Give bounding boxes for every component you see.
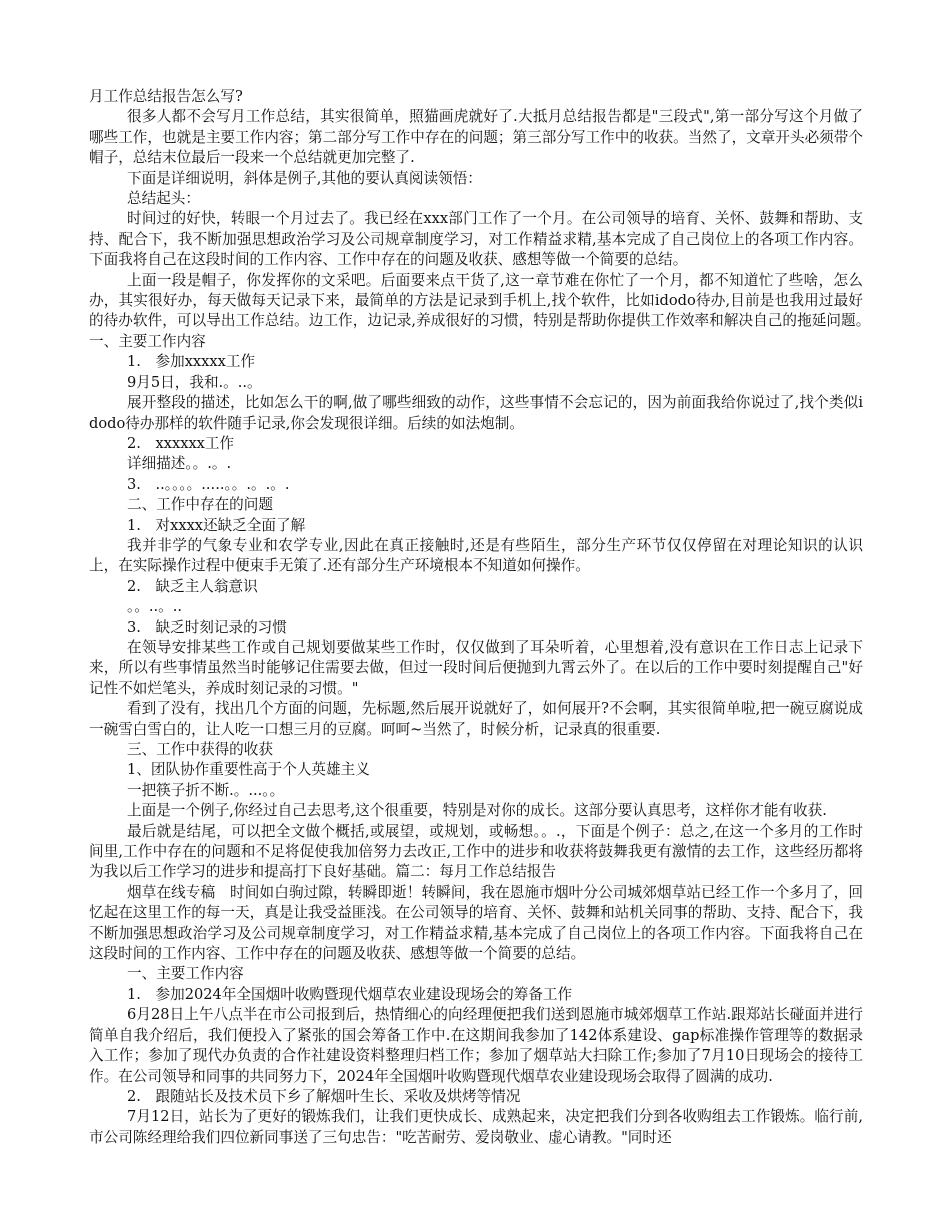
paragraph: 详细描述。。.。. [127, 455, 232, 473]
paragraph: 烟草在线专稿 时间如白驹过隙，转瞬即逝！转瞬间，我在恩施市烟叶分公司城郊烟草站已经工作一个多月了，回忆起在这里工作的每一天，真是让我受益匪浅。在公司领导的培育、关怀、鼓舞和站机关同事的帮助、支持、配合下，我不断加强思想政治学习及公司规章制度学习，对工作精益求精,基本完成了自己岗位上的各项工作内容。下面我将自己在这段时间的工作内容、工作中存在的问题及收获、感想等做一个简要的总结。 [89, 883, 863, 963]
paragraph: 2. xxxxxx工作 [127, 434, 235, 452]
paragraph: 最后就是结尾，可以把全文做个概括,或展望，或规划，或畅想。。.，下面是个例子：总之,在这一个多月的工作时间里,工作中存在的问题和不足将促使我加倍努力去改正,工作中的进步和收获将鼓舞我更有激情的去工作，这些经历都将为我以后工作学习的进步和提高打下良好基础。篇二：每月工作总结报告 [89, 822, 863, 881]
paragraph: 总结起头： [127, 190, 200, 208]
paragraph: 1. 对xxxx还缺乏全面了解 [127, 516, 306, 534]
paragraph: 2. 跟随站长及技术员下乡了解烟叶生长、采收及烘烤等情况 [127, 1087, 521, 1105]
paragraph: 1、团队协作重要性高于个人英雄主义 [127, 761, 370, 779]
document-body [89, 87, 893, 1148]
paragraph: 一、主要工作内容 [127, 965, 244, 983]
paragraph: 9月5日，我和.。..。 [127, 373, 262, 391]
paragraph: 展开整段的描述，比如怎么干的啊,做了哪些细致的动作，这些事情不会忘记的，因为前面我给你说过了,找个类似idodo待办那样的软件随手记录,你会发现很详细。后续的如法炮制。 [89, 394, 863, 432]
paragraph: 我并非学的气象专业和农学专业,因此在真正接触时,还是有些陌生，部分生产环节仅仅停留在对理论知识的认识上，在实际操作过程中便束手无策了.还有部分生产环境根本不知道如何操作。 [89, 536, 863, 575]
paragraph: 在领导安排某些工作或自己规划要做某些工作时，仅仅做到了耳朵听着，心里想着,没有意识在工作日志上记录下来，所以有些事情虽然当时能够记住需要去做，但过一段时间后便抛到九霄云外了。在以后的工作中要时刻提醒自己"好记性不如烂笔头，养成时刻记录的习惯。" [89, 638, 863, 697]
paragraph: 3. ..。。。。.....。。.。.。. [127, 475, 290, 493]
document-title: 月工作总结报告怎么写? [89, 88, 243, 105]
paragraph: 时间过的好快，转眼一个月过去了。我已经在xxx部门工作了一个月。在公司领导的培育、关怀、鼓舞和帮助、支持、配合下，我不断加强思想政治学习及公司规章制度学习，对工作精益求精,基本完成了自己岗位上的各项工作内容。下面我将自己在这段时间的工作内容、工作中存在的问题及收获、感想等做一个简要的总结。 [89, 210, 863, 269]
paragraph: 一把筷子折不断.。...。。 [127, 781, 285, 799]
paragraph: 6月28日上午八点半在市公司报到后，热情细心的向经理便把我们送到恩施市城郊烟草工作站.跟郑站长碰面并进行简单自我介绍后，我们便投入了紧张的国会筹备工作中.在这期间我参加了142体系建设、gap标准操作管理等的数据录入工作；参加了现代办负责的合作社建设资料整理归档工作；参加了烟草站大扫除工作;参加了7月10日现场会的接待工作。在公司领导和同事的共同努力下，2024年全国烟叶收购暨现代烟草农业建设现场会取得了圆满的成功. [89, 1006, 863, 1085]
paragraph: 三、工作中获得的收获 [127, 741, 273, 758]
paragraph: 2. 缺乏主人翁意识 [127, 577, 258, 595]
paragraph: 上面一段是帽子，你发挥你的文采吧。后面要来点干货了,这一章节难在你忙了一个月，都不知道忙了些啥，怎么办，其实很好办，每天做每天记录下来，最简单的方法是记录到手机上,找个软件，比如idodo待办,目前是也我用过最好的待办软件，可以导出工作总结。边工作，边记录,养成很好的习惯，特别是帮助你提供工作效率和解决自己的拖延问题。 一、主要工作内容 [89, 271, 893, 350]
paragraph: 1. 参加2024年全国烟叶收购暨现代烟草农业建设现场会的筹备工作 [127, 985, 573, 1003]
paragraph: 二、工作中存在的问题 [127, 496, 273, 514]
paragraph: 1. 参加xxxxx工作 [127, 353, 256, 371]
paragraph: 很多人都不会写月工作总结，其实很简单，照猫画虎就好了.大抵月总结报告都是"三段式",第一部分写这个月做了哪些工作，也就是主要工作内容；第二部分写工作中存在的问题；第三部分写工作中的收获。当然了，文章开头必须带个帽子，总结末位最后一段来一个总结就更加完整了. [89, 108, 863, 167]
paragraph: 上面是一个例子,你经过自己去思考,这个很重要，特别是对你的成长。这部分要认真思考，这样你才能有收获. [127, 802, 827, 820]
paragraph: 看到了没有，找出几个方面的问题，先标题,然后展开说就好了，如何展开?不会啊，其实很简单啦,把一碗豆腐说成一碗雪白雪白的，让人吃一口想三月的豆腐。呵呵~当然了，时候分析，记录真的很重要. [89, 700, 863, 738]
paragraph: 7月12日，站长为了更好的锻炼我们，让我们更快成长、成熟起来，决定把我们分到各收购组去工作锻炼。临行前,市公司陈经理给我们四位新同事送了三句忠告："吃苦耐劳、爱岗敬业、虚心请教。"同时还 [89, 1108, 863, 1146]
paragraph: 3. 缺乏时刻记录的习惯 [127, 618, 287, 636]
paragraph: 。。..。.. [127, 598, 183, 616]
paragraph: 下面是详细说明，斜体是例子,其他的要认真阅读领悟： [127, 169, 482, 187]
